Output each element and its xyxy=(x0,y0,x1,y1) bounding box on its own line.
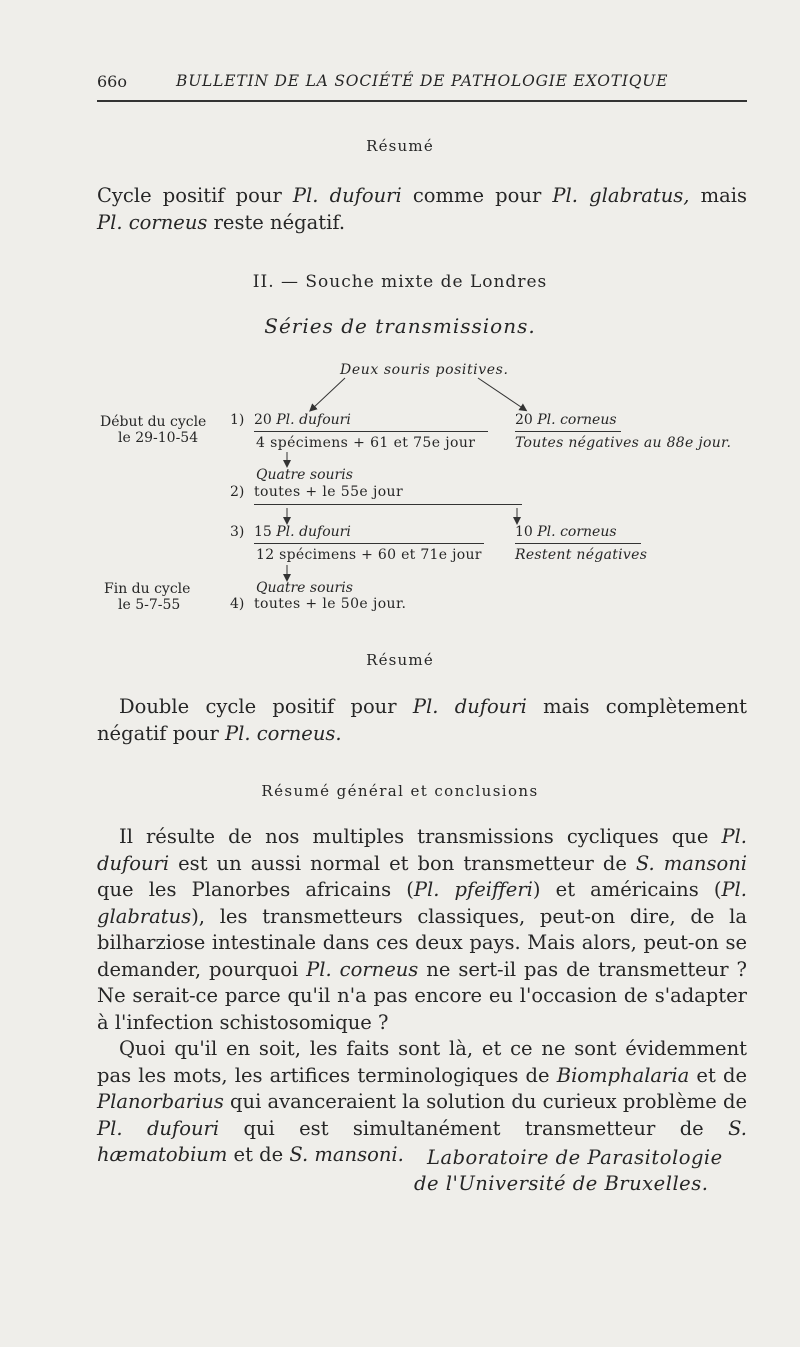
species-name: Pl. corneus xyxy=(537,524,617,540)
species-name: Pl. pfeifferi xyxy=(413,878,533,901)
species-name: S. hæmatobium xyxy=(97,1116,747,1166)
text: est un aussi normal et bon transmetteur de xyxy=(169,851,636,875)
conclusions-paragraph-1 xyxy=(97,824,747,1036)
resume-heading-2: Résumé xyxy=(366,651,434,669)
resume-paragraph-2 xyxy=(97,694,747,747)
species-name: Pl. dufouri xyxy=(276,524,351,540)
step-1-right-rule xyxy=(515,431,621,432)
resume-heading-1: Résumé xyxy=(366,137,434,155)
resume1-text-b: comme pour xyxy=(401,184,553,207)
step-2-text: toutes + le 55e jour xyxy=(254,484,404,500)
species-name: Pl. dufouri xyxy=(97,825,747,875)
species-name: Pl. dufouri xyxy=(292,184,402,207)
text: ne sert-il pas de transmetteur ? Ne serait-ce parce qu'il n'a pas encore eu l'occasion de s'adapter à l'infection schistosomique ? xyxy=(97,957,747,1034)
step-3-left xyxy=(254,524,351,540)
step-3-left-rule xyxy=(254,543,484,544)
genus-name: Planorbarius xyxy=(97,1090,224,1113)
scheme-top-label: Deux souris positives. xyxy=(340,362,509,378)
text: qui est simultanément transmetteur de xyxy=(219,1116,729,1140)
journal-title: BULLETIN DE LA SOCIÉTÉ DE PATHOLOGIE EXOTIQUE xyxy=(176,72,669,90)
text: ), les transmetteurs classiques, peut-on dire, de la bilharziose intestinale dans ces deux pays. Mais alors, peut-on se demander, pourquoi xyxy=(97,904,747,981)
text: Quoi qu'il en soit, les faits sont là, et ce ne sont évidemment pas les mots, les artifices terminologiques de xyxy=(97,1037,747,1087)
count: 20 xyxy=(515,412,538,428)
species-name: Pl. glabratus xyxy=(97,878,747,928)
step-1-right-result: Toutes négatives au 88e jour. xyxy=(515,435,732,451)
species-name: Pl. corneus. xyxy=(225,721,342,745)
cycle-start-line-1: Début du cycle xyxy=(100,414,207,430)
resume1-text-a: Cycle positif pour xyxy=(97,184,293,207)
count: 10 xyxy=(515,524,538,540)
step-1-left xyxy=(254,412,351,428)
page-number: 66o xyxy=(97,72,127,91)
count: 20 xyxy=(254,412,277,428)
arrow-right-branch xyxy=(478,378,524,409)
step-4-label: Quatre souris xyxy=(256,580,353,596)
section-heading: II. — Souche mixte de Londres xyxy=(252,272,548,292)
step-3-left-result: 12 spécimens + 60 et 71e jour xyxy=(256,547,482,563)
resume2-text-b: mais complètement négatif pour xyxy=(97,695,747,745)
text: et de xyxy=(227,1143,290,1166)
step-3-right-rule xyxy=(515,543,641,544)
step-3-right xyxy=(515,524,617,540)
step-1-left-rule xyxy=(254,431,488,432)
step-3-right-result: Restent négatives xyxy=(515,547,648,563)
resume1-text-c: mais xyxy=(689,184,747,207)
count: 15 xyxy=(254,524,277,540)
resume1-text-d: reste négatif. xyxy=(207,210,346,234)
cycle-end-line-2: le 5-7-55 xyxy=(118,597,181,613)
step-2-number: 2) xyxy=(230,484,245,500)
species-name: S. mansoni xyxy=(635,851,747,875)
text: qui avanceraient la solution du curieux problème de xyxy=(223,1090,747,1113)
step-2-rule xyxy=(254,504,522,505)
species-name: Pl. dufouri xyxy=(412,695,527,718)
text: et de xyxy=(689,1063,748,1087)
conclusions-heading: Résumé général et conclusions xyxy=(261,782,539,800)
step-4-text: toutes + le 50e jour. xyxy=(254,596,407,612)
step-1-number: 1) xyxy=(230,412,245,428)
text: que les Planorbes africains ( xyxy=(97,878,414,901)
resume2-text-a: Double cycle positif pour xyxy=(119,695,413,718)
step-3-number: 3) xyxy=(230,524,245,540)
step-1-left-result: 4 spécimens + 61 et 75e jour xyxy=(256,435,476,451)
species-name: S. mansoni. xyxy=(289,1143,404,1166)
species-name: Pl. corneus xyxy=(537,412,617,428)
species-name: Pl. dufouri xyxy=(276,412,351,428)
text: Il résulte de nos multiples transmissions cycliques que xyxy=(119,825,722,848)
species-name: Pl. dufouri xyxy=(97,1116,220,1140)
genus-name: Biomphalaria xyxy=(556,1063,690,1087)
text: ) et américains ( xyxy=(532,878,722,901)
cycle-start-label xyxy=(100,414,206,446)
signature-line-1: Laboratoire de Parasitologie xyxy=(427,1146,723,1169)
section-subheading: Séries de transmissions. xyxy=(264,314,536,338)
arrow-left-branch xyxy=(312,378,345,409)
species-name: Pl. glabratus, xyxy=(552,184,690,207)
step-2-label: Quatre souris xyxy=(256,467,353,483)
step-1-right xyxy=(515,412,617,428)
cycle-start-line-2: le 29-10-54 xyxy=(118,430,199,446)
cycle-end-line-1: Fin du cycle xyxy=(104,581,191,597)
conclusions-body xyxy=(97,824,747,1169)
signature-line-2: de l'Université de Bruxelles. xyxy=(414,1172,709,1195)
step-4-number: 4) xyxy=(230,596,245,612)
species-name: Pl. corneus xyxy=(306,957,419,981)
species-name: Pl. corneus xyxy=(97,210,208,234)
cycle-end-label xyxy=(104,581,190,613)
